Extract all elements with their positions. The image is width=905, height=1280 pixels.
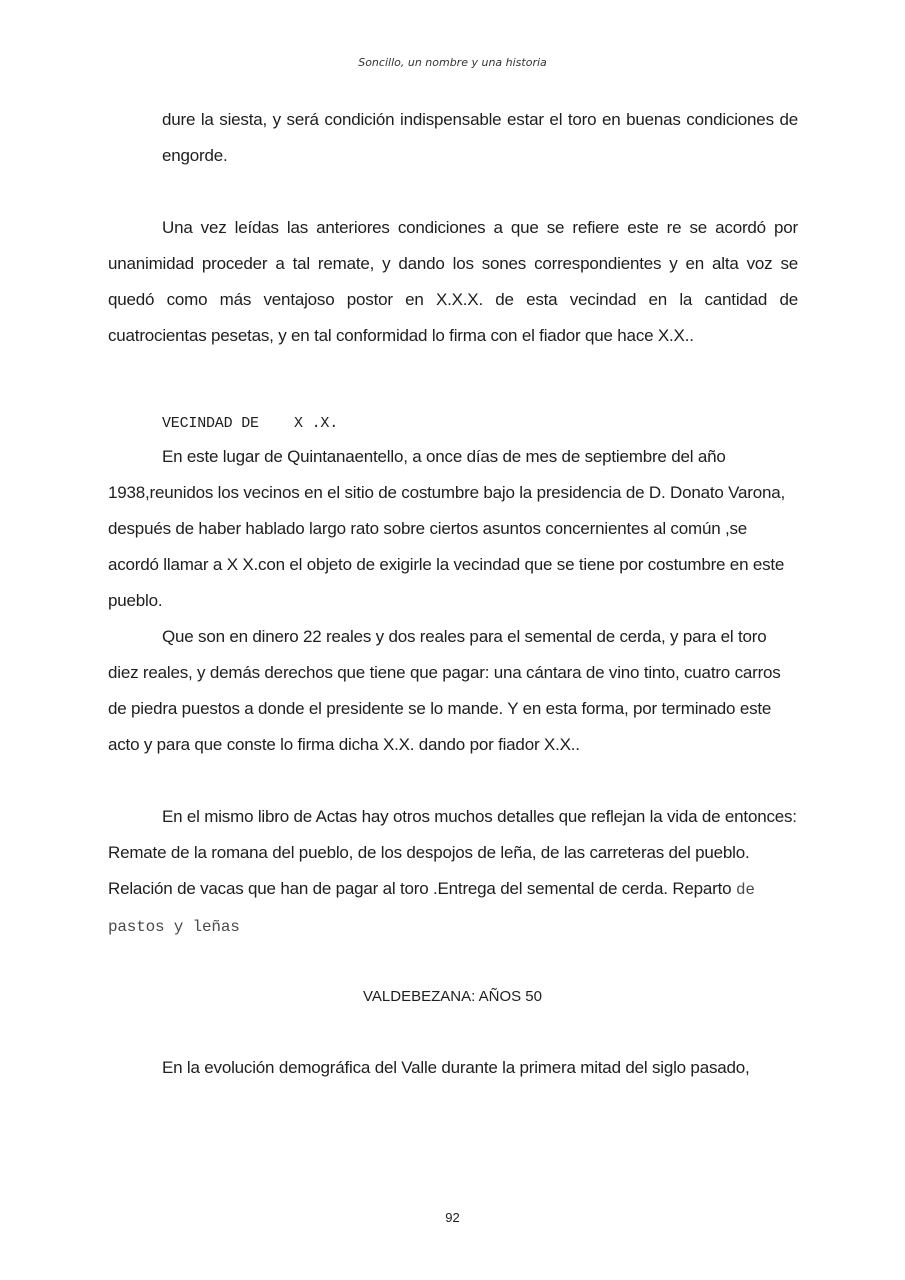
page-number: 92 xyxy=(445,1210,460,1225)
paragraph-libro-actas-mono: de pastos y leñas xyxy=(108,881,755,936)
paragraph-remate: Una vez leídas las anteriores condiciones a que se refiere este re se acordó por unanimidad proceder a tal remate, y dando los sones correspondientes y en alta voz se quedó como más ventajoso postor en X.X.X. de esta vecindad en la cantidad de cuatrocientas pesetas, y en tal conformidad lo firma con el fiador que hace X.X.. xyxy=(108,218,798,345)
paragraph-dinero: Que son en dinero 22 reales y dos reales para el semental de cerda, y para el toro diez reales, y demás derechos que tiene que pagar: una cántara de vino tinto, cuatro carros de piedra puestos a donde el presidente se lo mande. Y en esta forma, por terminado este acto y para que conste lo firma dicha X.X. dando por fiador X.X.. xyxy=(108,627,781,754)
paragraph-quintanaentello: En este lugar de Quintanaentello, a once días de mes de septiembre del año 1938,reunidos los vecinos en el sitio de costumbre bajo la presidencia de D. Donato Varona, después de haber hablado largo rato sobre ciertos asuntos concernientes al común ,se acordó llamar a X X.con el objeto de exigirle la vecindad que se tiene por costumbre en este pueblo. xyxy=(108,447,786,610)
paragraph-continuation: dure la siesta, y será condición indispensable estar el toro en buenas condiciones de engorde. xyxy=(162,110,798,165)
paragraph-libro-actas xyxy=(108,799,798,945)
vecindad-heading: VECINDAD DE X .X. xyxy=(162,415,339,432)
section-heading: VALDEBEZANA: AÑOS 50 xyxy=(363,988,542,1005)
paragraph-evolucion: En la evolución demográfica del Valle durante la primera mitad del siglo pasado, xyxy=(162,1058,750,1077)
running-header: Soncillo, un nombre y una historia xyxy=(358,56,547,69)
paragraph-libro-actas-text: En el mismo libro de Actas hay otros muchos detalles que reflejan la vida de entonces: Remate de la romana del pueblo, de los despojos de leña, de las carreteras del pueblo. Relación de vacas que han de pagar al toro .Entrega del semental de cerda. Reparto xyxy=(108,807,797,898)
